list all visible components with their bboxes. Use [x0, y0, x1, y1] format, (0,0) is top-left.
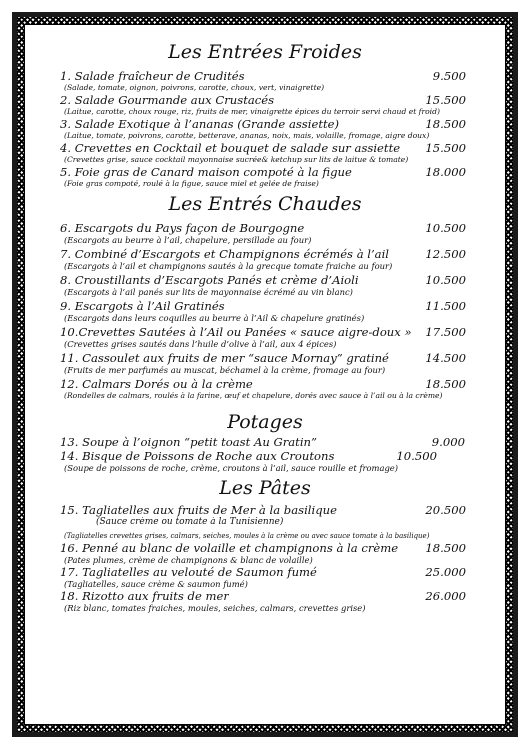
menu-item: [36, 435, 494, 449]
item-description: (Salade, tomate, oignon, poivrons, carotte, choux, vert, vinaigrette): [64, 83, 325, 92]
menu-item: [36, 325, 494, 349]
menu-item: [36, 503, 494, 541]
menu-item: [36, 299, 494, 323]
item-description: (Foie gras compoté, roulé à la figue, sauce miel et gelée de fraise): [64, 179, 319, 188]
menu-item: [36, 221, 494, 245]
item-name: 8. Croustillants d’Escargots Panés et crème d’Aioli: [60, 273, 359, 287]
item-description: (Escargots dans leurs coquilles au beurre à l’Ail & chapelure gratinés): [64, 313, 365, 323]
item-name: 4. Crevettes en Cocktail et bouquet de salade sur assiette: [60, 141, 401, 155]
item-price: 25.000: [425, 565, 466, 579]
section-title-pates: Les Pâtes: [219, 477, 311, 499]
item-description: (Soupe de poissons de roche, crème, croutons à l’ail, sauce rouille et fromage): [64, 463, 399, 473]
item-name: 1. Salade fraîcheur de Crudités: [60, 69, 245, 83]
item-description: (Fruits de mer parfumés au muscat, béchamel à la crème, fromage au four): [64, 365, 386, 375]
item-price: 12.500: [425, 247, 466, 261]
item-description: (Escargots à l’ail et champignons sautés à la grecque tomate fraiche au four): [64, 261, 393, 271]
item-name: 3. Salade Exotique à l’ananas (Grande assiette): [60, 117, 340, 131]
menu-item: [36, 377, 494, 401]
item-price: 20.500: [425, 503, 466, 517]
item-price: 18.500: [425, 377, 466, 391]
menu-item: [36, 165, 494, 189]
section-title-potages: Potages: [227, 411, 303, 433]
item-name: 10.Crevettes Sautées à l’Ail ou Panées « sauce aigre-doux »: [60, 325, 412, 339]
menu-item: [36, 141, 494, 165]
item-price: 15.500: [425, 141, 466, 155]
item-description: (Laitue, carotte, choux rouge, riz, fruits de mer, vinaigrette épices du terroir servi chaud et froid): [64, 107, 440, 116]
item-description: (Riz blanc, tomates fraiches, moules, seiches, calmars, crevettes grise): [64, 603, 366, 613]
menu-content: [36, 36, 494, 613]
item-price: 14.500: [425, 351, 466, 365]
item-name: 7. Combiné d’Escargots et Champignons écrémés à l’ail: [60, 247, 390, 261]
item-description-detail: (Tagliatelles crevettes grises, calmars, seiches, moules à la crème ou avec sauce tomate à la basilique): [64, 532, 430, 540]
item-price: 18.000: [425, 165, 466, 179]
menu-item: [36, 93, 494, 117]
item-price: 10.500: [425, 273, 466, 287]
item-name: 5. Foie gras de Canard maison compoté à la figue: [60, 165, 352, 179]
section-title-entrees-chaudes: Les Entrés Chaudes: [168, 193, 362, 215]
item-price: 11.500: [425, 299, 466, 313]
menu-item: [36, 117, 494, 141]
item-description: (Rondelles de calmars, roulés à la farine, œuf et chapelure, dorés avec sauce à l’ail ou à la crème): [64, 391, 443, 400]
item-name: 15. Tagliatelles aux fruits de Mer à la basilique: [60, 503, 337, 517]
item-name: 16. Penné au blanc de volaille et champignons à la crème: [60, 541, 399, 555]
menu-item: [36, 449, 494, 473]
item-description: (Tagliatelles, sauce crème & saumon fumé): [64, 579, 248, 589]
item-price: 18.500: [425, 117, 466, 131]
item-name: 2. Salade Gourmande aux Crustacés: [60, 93, 275, 107]
item-description: (Crevettes grise, sauce cocktail mayonnaise sucrée& ketchup sur lits de laitue & tomate): [64, 155, 409, 164]
item-price: 15.500: [425, 93, 466, 107]
item-name: 9. Escargots à l’Ail Gratinés: [60, 299, 225, 313]
item-price: 9.000: [431, 435, 465, 449]
item-price: 26.000: [425, 589, 466, 603]
item-name: 11. Cassoulet aux fruits de mer “sauce Mornay” gratiné: [60, 351, 389, 365]
section-title-entrees-froides: Les Entrées Froides: [168, 41, 362, 63]
item-name: 18. Rizotto aux fruits de mer: [60, 589, 229, 603]
item-name: 14. Bisque de Poissons de Roche aux Croutons: [60, 449, 335, 463]
item-price: 18.500: [425, 541, 466, 555]
menu-item: [36, 273, 494, 297]
item-name: 6. Escargots du Pays façon de Bourgogne: [60, 221, 305, 235]
item-description: (Escargots à l’ail panés sur lits de mayonnaise écrémé au vin blanc): [64, 287, 353, 297]
item-description: (Escargots au beurre à l’ail, chapelure, persillade au four): [64, 235, 312, 245]
item-description: (Crevettes grises sautés dans l’huile d’olive à l’ail, aux 4 épices): [64, 339, 337, 349]
item-name: 17. Tagliatelles au velouté de Saumon fumé: [60, 565, 317, 579]
item-price: 17.500: [425, 325, 466, 339]
item-price: 10.500: [396, 449, 437, 463]
item-description: (Sauce crème ou tomate à la Tunisienne): [96, 517, 284, 527]
menu-item: [36, 541, 494, 565]
menu-item: [36, 589, 494, 613]
item-name: 12. Calmars Dorés ou à la crème: [60, 377, 253, 391]
item-name: 13. Soupe à l’oignon “petit toast Au Gratin”: [60, 435, 317, 449]
menu-item: [36, 247, 494, 271]
menu-item: [36, 351, 494, 375]
menu-item: [36, 69, 494, 93]
item-description: (Pates plumes, crème de champignons & blanc de volaille): [64, 555, 313, 565]
item-description: (Laitue, tomate, poivrons, carotte, betterave, ananas, noix, mais, volaille, fromage, aigre doux): [64, 131, 430, 140]
item-price: 10.500: [425, 221, 466, 235]
item-price: 9.500: [432, 69, 466, 83]
menu-item: [36, 565, 494, 589]
